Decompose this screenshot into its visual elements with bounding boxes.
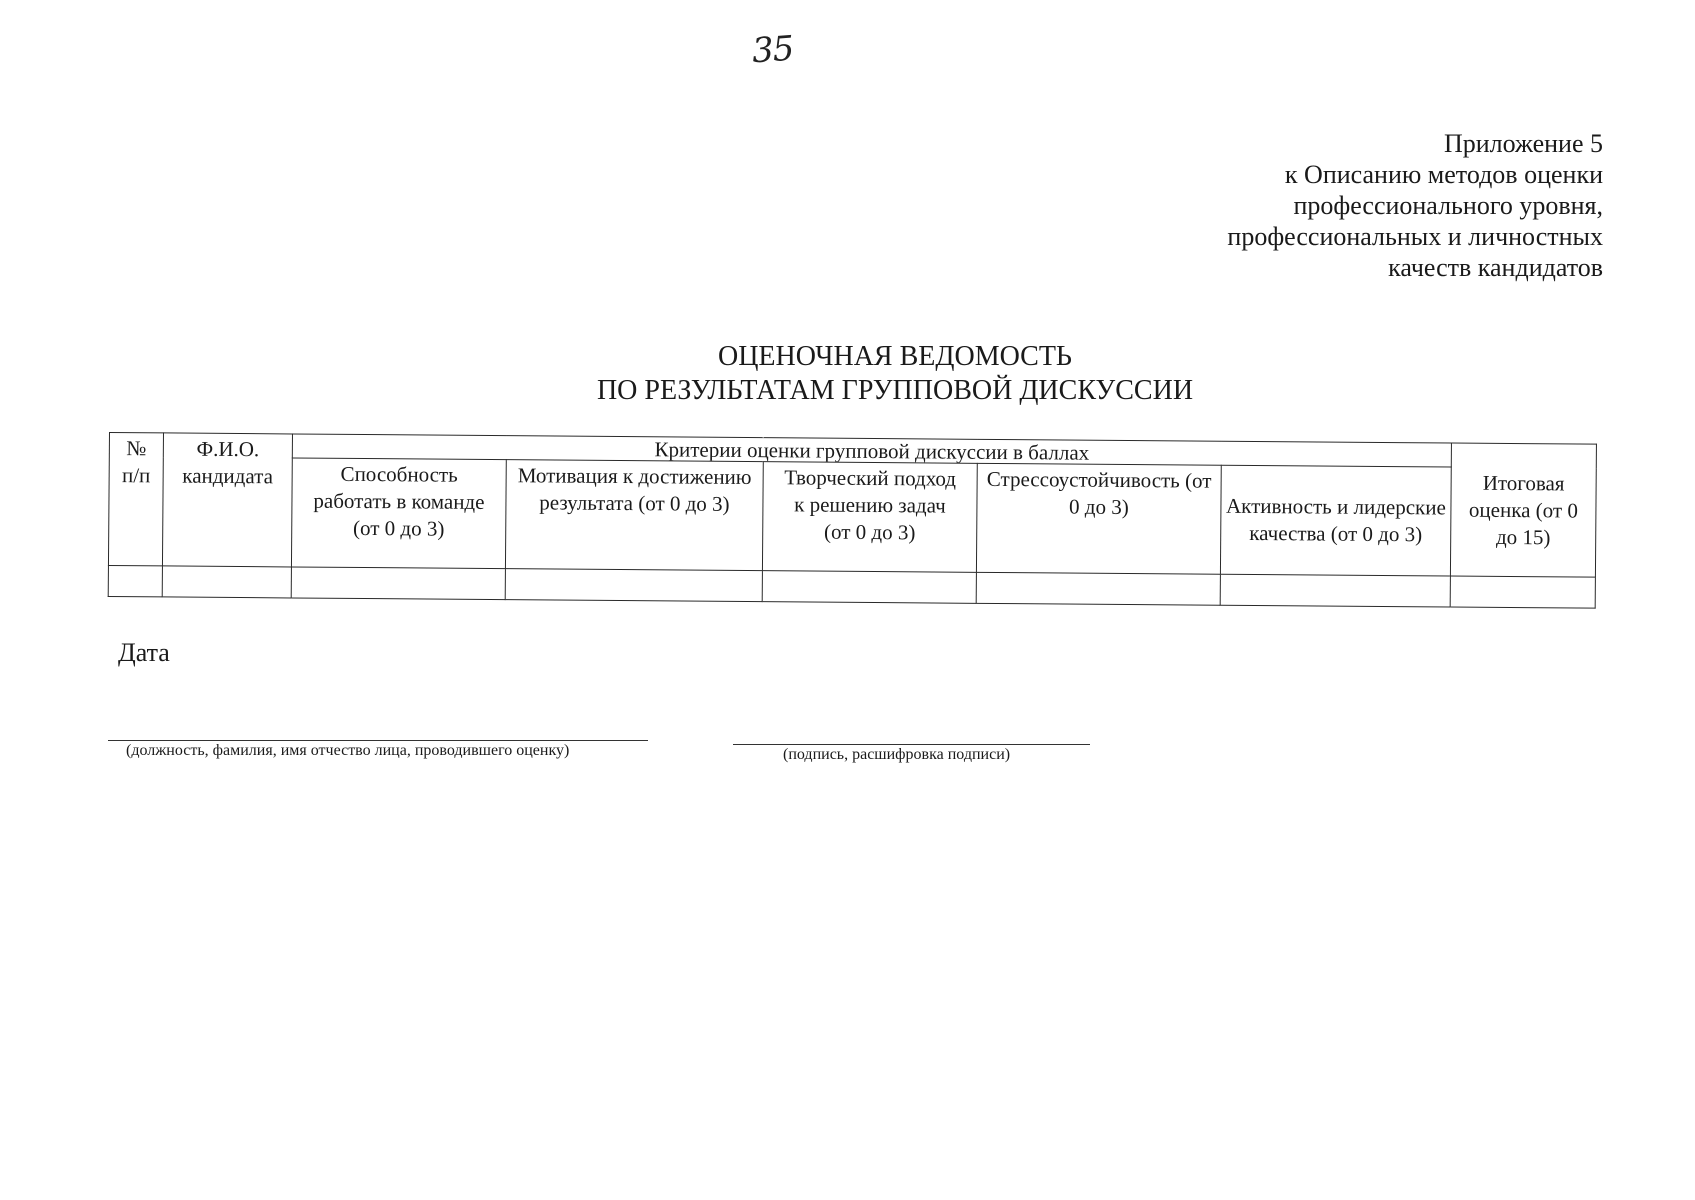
criterion-creativity: Творческий подход к решению задач (от 0 до 3) [762,462,977,573]
criteria-row [108,457,1596,578]
empty-cell[interactable] [1450,576,1595,608]
empty-cell[interactable] [976,572,1220,605]
document-title-line-1: ОЦЕНОЧНАЯ ВЕДОМОСТЬ [717,341,1073,372]
empty-cell[interactable] [291,567,505,600]
document-title [0,340,1695,408]
header-total-score: Итоговая оценка (от 0 до 15) [1450,443,1596,577]
date-label: Дата [118,638,170,667]
empty-cell[interactable] [505,569,762,602]
page-number: 35 [750,28,795,72]
evaluator-caption: (должность, фамилия, имя отчество лица, проводившего оценку) [126,742,570,759]
empty-cell[interactable] [1220,574,1450,607]
signature-line[interactable] [733,744,1090,745]
signature-caption: (подпись, расшифровка подписи) [783,746,1011,763]
header-candidate-name: Ф.И.О. кандидата [162,433,292,567]
appendix-line: профессионального уровня, [1293,191,1603,220]
criterion-motivation: Мотивация к достижению результата (от 0 до 3) [505,460,763,571]
empty-cell[interactable] [108,565,162,596]
header-criteria: Критерии оценки групповой дискуссии в баллах [292,434,1451,467]
assessment-sheet [108,432,1597,609]
document-title-line-2: ПО РЕЗУЛЬТАТАМ ГРУППОВОЙ ДИСКУССИИ [596,375,1194,406]
criterion-stress-resistance: Стрессоустойчивость (от 0 до 3) [976,463,1221,574]
header-number: № п/п [108,433,163,566]
criterion-leadership: Активность и лидерские качества (от 0 до 3) [1220,465,1451,576]
criterion-teamwork: Способность работать в команде (от 0 до 3) [291,458,506,569]
appendix-line: к Описанию методов оценки [1284,160,1603,189]
appendix-line: Приложение 5 [1443,129,1603,158]
appendix-reference [1227,128,1603,283]
appendix-line: качеств кандидатов [1388,253,1603,282]
evaluator-signature-line[interactable] [108,740,648,741]
empty-cell[interactable] [162,566,291,598]
assessment-table [108,432,1597,609]
empty-cell[interactable] [762,571,976,604]
appendix-line: профессиональных и личностных [1227,222,1603,251]
